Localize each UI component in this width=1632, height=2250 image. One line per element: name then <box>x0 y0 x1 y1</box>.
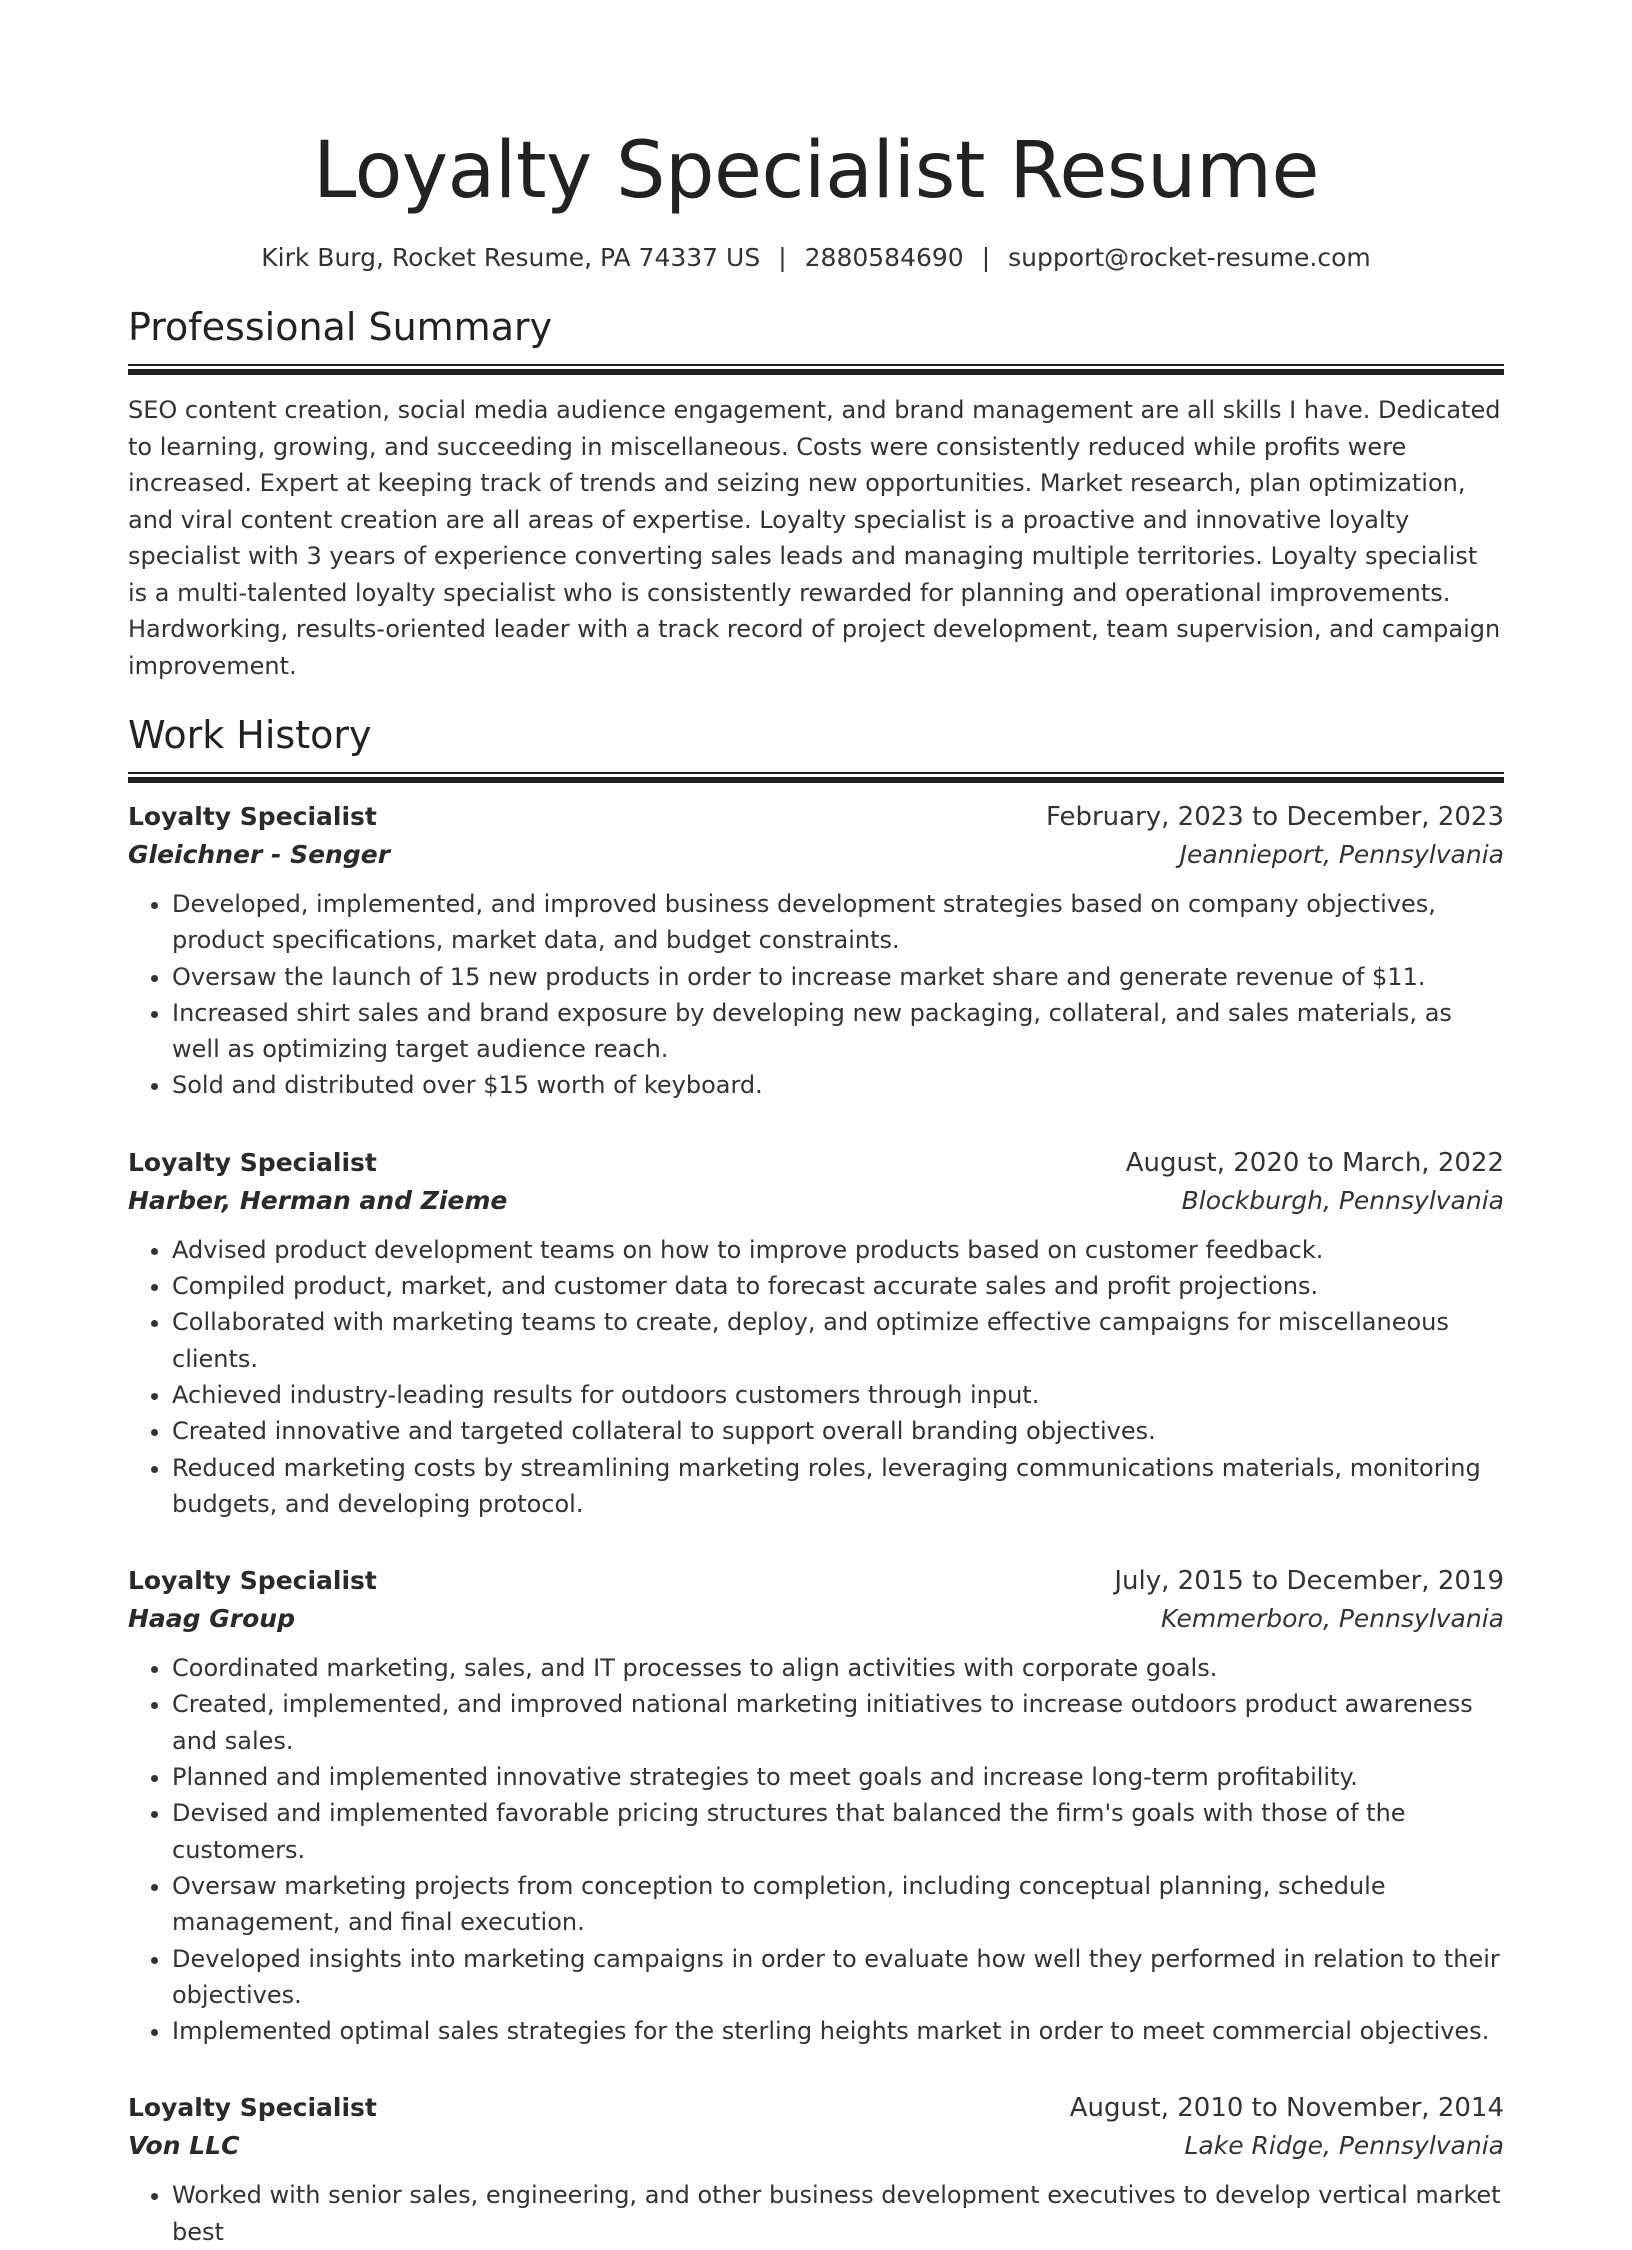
job-entry <box>128 798 1504 1104</box>
job-bullet-list <box>128 1232 1504 1522</box>
job-company-row <box>128 2127 1504 2165</box>
job-location: Blockburgh, Pennsylvania <box>1181 1185 1504 1215</box>
work-history-list <box>128 798 1504 2250</box>
job-dates: August, 2010 to November, 2014 <box>1069 2093 1504 2124</box>
contact-address: Kirk Burg, Rocket Resume, PA 74337 US <box>261 243 761 272</box>
job-dates: February, 2023 to December, 2023 <box>1045 802 1504 832</box>
job-bullet: • Coordinated marketing, sales, and IT processes to align activities with corporate goals. <box>172 1650 1504 1686</box>
job-bullet: • Developed insights into marketing campaigns in order to evaluate how well they performed in relation to their objectives. <box>172 1941 1504 2014</box>
job-bullet: • Compiled product, market, and customer data to forecast accurate sales and profit projections. <box>172 1268 1504 1304</box>
job-dates: August, 2020 to March, 2022 <box>1125 1147 1504 1178</box>
job-location: Lake Ridge, Pennsylvania <box>1184 2131 1504 2161</box>
job-bullet: • Devised and implemented favorable pricing structures that balanced the firm's goals with those of the customers. <box>172 1795 1504 1868</box>
job-company-row <box>128 1182 1504 1220</box>
job-bullet: • Reduced marketing costs by streamlining marketing roles, leveraging communications materials, monitoring budgets, and developing protocol. <box>172 1450 1504 1523</box>
job-company: Gleichner - Senger <box>128 840 391 869</box>
job-bullet: • Sold and distributed over $15 worth of keyboard. <box>172 1067 1504 1103</box>
job-header-row <box>128 798 1504 836</box>
job-company: Von LLC <box>128 2131 240 2161</box>
job-company-row <box>128 1600 1504 1638</box>
contact-separator: | <box>981 243 991 272</box>
job-bullet: • Oversaw the launch of 15 new products in order to increase market share and generate revenue of $11. <box>172 959 1504 995</box>
resume-page <box>128 0 1504 2250</box>
section-heading-summary: Professional Summary <box>128 304 1504 366</box>
job-bullet: • Created innovative and targeted collateral to support overall branding objectives. <box>172 1413 1504 1449</box>
job-bullet: • Implemented optimal sales strategies for the sterling heights market in order to meet commercial objectives. <box>172 2013 1504 2049</box>
job-header-row <box>128 2089 1504 2127</box>
job-bullet: • Advised product development teams on how to improve products based on customer feedback. <box>172 1232 1504 1268</box>
contact-separator: | <box>778 243 787 272</box>
section-heading-work-history: Work History <box>128 712 1504 774</box>
job-company: Harber, Herman and Zieme <box>128 1185 508 1215</box>
job-bullet-list <box>128 886 1504 1104</box>
job-entry <box>128 1144 1504 1522</box>
job-bullet: • Created, implemented, and improved national marketing initiatives to increase outdoors product awareness and sales. <box>172 1686 1504 1759</box>
job-location: Jeannieport, Pennsylvania <box>1179 840 1504 869</box>
job-entry <box>128 1562 1504 2049</box>
job-bullet: • Planned and implemented innovative strategies to meet goals and increase long-term profitability. <box>172 1759 1504 1795</box>
job-bullet: • Worked with senior sales, engineering, and other business development executives to develop vertical market best <box>172 2177 1504 2250</box>
contact-email: support@rocket-resume.com <box>1008 243 1371 272</box>
contact-line <box>128 242 1504 274</box>
job-company-row <box>128 836 1504 874</box>
job-bullet: • Collaborated with marketing teams to create, deploy, and optimize effective campaigns for miscellaneous clients. <box>172 1304 1504 1377</box>
contact-phone: 2880584690 <box>804 243 964 272</box>
job-header-row <box>128 1562 1504 1600</box>
job-title: Loyalty Specialist <box>128 802 377 831</box>
job-location: Kemmerboro, Pennsylvania <box>1160 1604 1504 1634</box>
summary-text: SEO content creation, social media audience engagement, and brand management are all skills I have. Dedicated to learning, growing, and succeeding in miscellaneous. Costs were consistently reduced while profits were increased. Expert at keeping track of trends and seizing new opportunities. Market research, plan optimization, and viral content creation are all areas of expertise. Loyalty specialist is a proactive and innovative loyalty specialist with 3 years of experience converting sales leads and managing multiple territories. Loyalty specialist is a multi-talented loyalty specialist who is consistently rewarded for planning and operational improvements. Hardworking, results-oriented leader with a track record of project development, team supervision, and campaign improvement. <box>128 396 1501 680</box>
job-bullet-list <box>128 2177 1504 2250</box>
job-bullet: • Achieved industry-leading results for outdoors customers through input. <box>172 1377 1504 1413</box>
job-bullet-list <box>128 1650 1504 2049</box>
job-bullet: • Oversaw marketing projects from conception to completion, including conceptual planning, schedule management, and final execution. <box>172 1868 1504 1941</box>
resume-title: Loyalty Specialist Resume <box>313 126 1319 216</box>
job-entry <box>128 2089 1504 2250</box>
job-company: Haag Group <box>128 1604 295 1634</box>
job-bullet: • Developed, implemented, and improved business development strategies based on company objectives, product specifications, market data, and budget constraints. <box>172 886 1504 959</box>
job-title: Loyalty Specialist <box>128 1147 377 1177</box>
job-bullet: • Increased shirt sales and brand exposure by developing new packaging, collateral, and sales materials, as well as optimizing target audience reach. <box>172 995 1504 1068</box>
job-header-row <box>128 1144 1504 1182</box>
job-title: Loyalty Specialist <box>128 2093 377 2123</box>
job-dates: July, 2015 to December, 2019 <box>1114 1566 1504 1597</box>
job-title: Loyalty Specialist <box>128 1566 377 1596</box>
